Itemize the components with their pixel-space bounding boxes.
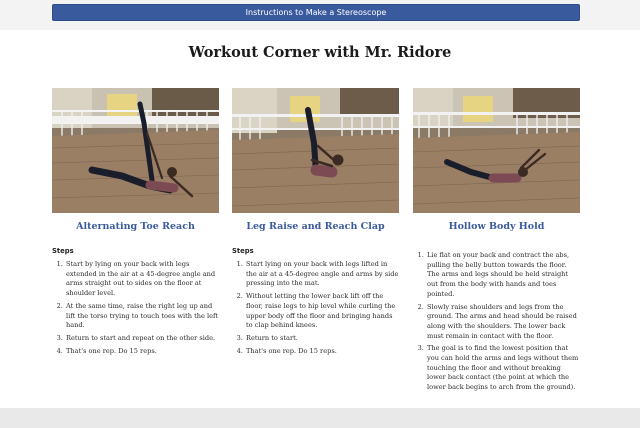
exercise-card-alternating-toe-reach [52,88,219,359]
exercise-title: Alternating Toe Reach [76,221,195,232]
steps-list [413,251,580,393]
step-item: 1. Start lying on your back with legs lifted in the air at a 45-degree angle and arms by side pressing into the mat. [245,260,399,289]
exercise-title: Hollow Body Hold [448,221,545,232]
step-item: 3. The goal is to find the lowest position that you can hold the arms and legs without them touching the floor and without breaking lower back contact (the point at which the lower back begins to arch from the ground). [426,344,580,393]
exercise-photo-leg-raise [232,88,399,213]
step-item: 2. At the same time, raise the right leg up and lift the torso trying to touch toes with the left hand. [65,302,219,331]
exercise-photo-toe-reach [52,88,219,213]
page-title: Workout Corner with Mr. Ridore [188,44,452,61]
steps-list [52,260,219,356]
step-item: 1. Start by lying on your back with legs extended in the air at a 45-degree angle and arms straight out to sides on the floor at shoulder level. [65,260,219,299]
exercise-card-leg-raise-reach-clap [232,88,399,359]
step-item: 1. Lie flat on your back and contract the abs, pulling the belly button towards the floor. The arms and legs should be held straight out from the body with hands and toes pointed. [426,251,580,300]
steps-label: Steps [52,247,74,255]
step-item: 4. That's one rep. Do 15 reps. [65,347,219,357]
steps-label: Steps [232,247,254,255]
step-item: 3. Return to start. [245,334,399,344]
step-item: 3. Return to start and repeat on the other side. [65,334,219,344]
top-bar [0,0,640,30]
steps-list [232,260,399,356]
step-item: 2. Without letting the lower back lift off the floor, raise legs to hip level while curling the upper body off the floor and bringing hands to clap behind knees. [245,292,399,331]
step-item: 2. Slowly raise shoulders and legs from the ground. The arms and head should be raised along with the shoulders. The lower back must remain in contact with the floor. [426,303,580,342]
footer [0,408,640,428]
exercise-photo-hollow-body [413,88,580,213]
exercise-title: Leg Raise and Reach Clap [246,221,385,232]
step-item: 4. That's one rep. Do 15 reps. [245,347,399,357]
main-content [0,30,640,408]
stereoscope-instructions-button[interactable]: Instructions to Make a Stereoscope [52,4,580,21]
exercise-card-hollow-body-hold [413,88,580,396]
